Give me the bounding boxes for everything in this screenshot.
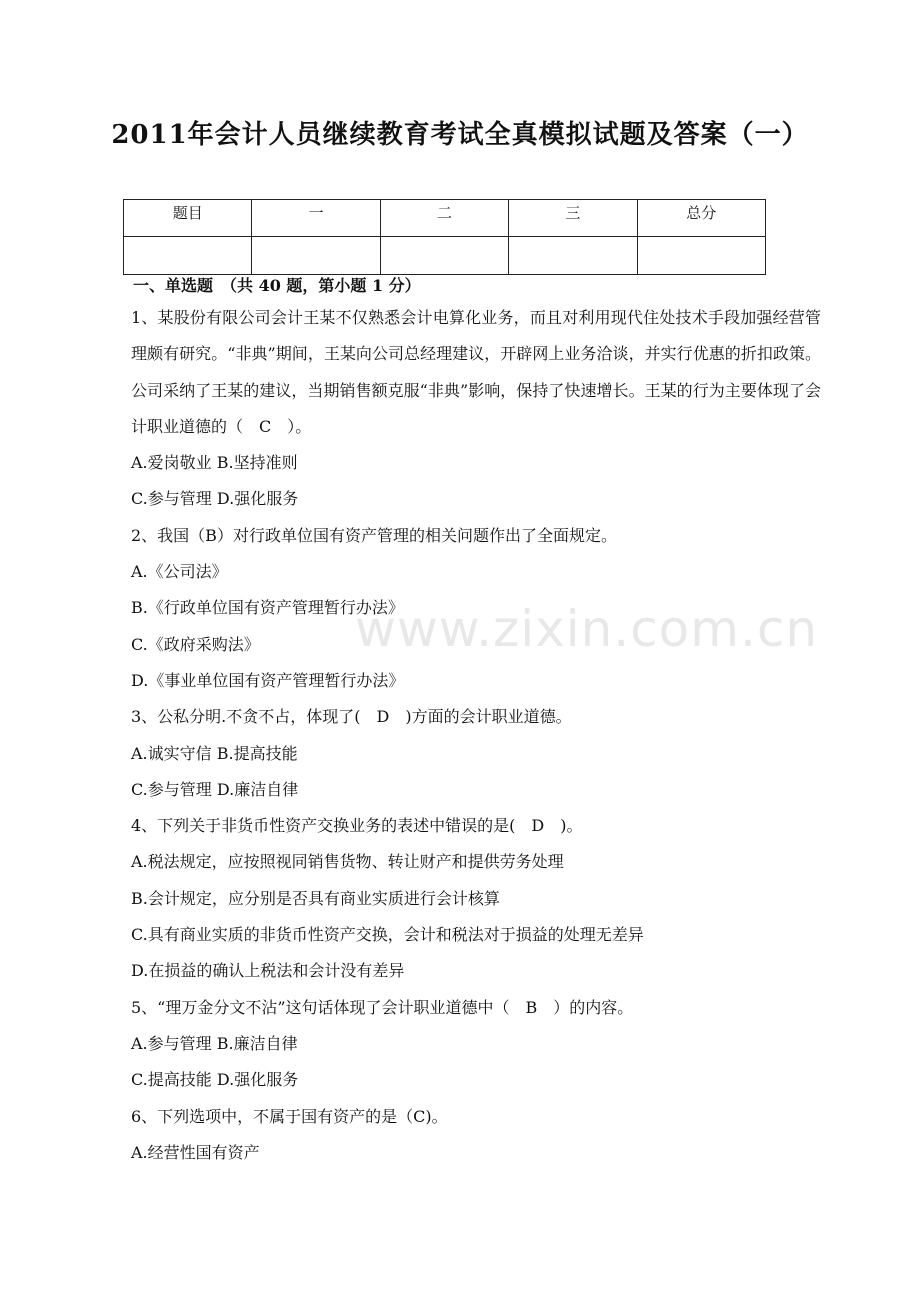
question-text: 6、下列选项中，不属于国有资产的是（C)。 (131, 1106, 448, 1126)
score-table-header-row (124, 200, 766, 237)
question-option: B.会计规定，应分别是否具有商业实质进行会计核算 (131, 888, 500, 908)
question-4 (131, 808, 821, 989)
question-option: C.参与管理 D.廉洁自律 (131, 779, 299, 799)
score-header-cell: 三 (509, 200, 637, 237)
question-1 (131, 300, 821, 518)
question-text: 3、公私分明.不贪不占，体现了( D )方面的会计职业道德。 (131, 707, 572, 727)
score-header-cell: 二 (380, 200, 508, 237)
score-header-cell: 一 (252, 200, 380, 237)
question-6 (131, 1099, 821, 1172)
question-option: A.参与管理 B.廉洁自律 (131, 1033, 298, 1053)
question-text: 1、某股份有限公司会计王某不仅熟悉会计电算化业务，而且对利用现代住处技术手段加强经营管理颇有研究。“非典”期间，王某向公司总经理建议，开辟网上业务洽谈，并实行优惠的折扣政策。公司采纳了王某的建议，当期销售额克服“非典”影响，保持了快速增长。王某的行为主要体现了会计职业道德的（ C ）。 (131, 308, 821, 436)
score-blank-cell (380, 237, 508, 275)
question-2 (131, 518, 821, 699)
question-option: C.参与管理 D.强化服务 (131, 489, 299, 509)
question-text: 5、“理万金分文不沾”这句话体现了会计职业道德中（ B ）的内容。 (131, 997, 634, 1017)
question-option: A.税法规定，应按照视同销售货物、转让财产和提供劳务处理 (131, 852, 564, 872)
score-header-cell: 总分 (637, 200, 765, 237)
question-text: 2、我国（B）对行政单位国有资产管理的相关问题作出了全面规定。 (131, 525, 617, 545)
score-table-blank-row (124, 237, 766, 275)
question-option: B.《行政单位国有资产管理暂行办法》 (131, 598, 404, 618)
score-blank-cell (637, 237, 765, 275)
question-3 (131, 699, 821, 808)
question-option: A.《公司法》 (131, 562, 228, 582)
question-option: D.在损益的确认上税法和会计没有差异 (131, 961, 405, 981)
score-blank-cell (509, 237, 637, 275)
score-header-cell: 题目 (124, 200, 252, 237)
question-option: A.爱岗敬业 B.坚持准则 (131, 453, 298, 473)
question-text: 4、下列关于非货币性资产交换业务的表述中错误的是( D )。 (131, 816, 583, 836)
document-title: 2011年会计人员继续教育考试全真模拟试题及答案（一） (111, 120, 809, 150)
exam-content (131, 272, 821, 1171)
score-blank-cell (252, 237, 380, 275)
question-option: D.《事业单位国有资产管理暂行办法》 (131, 670, 405, 690)
score-table (123, 199, 766, 275)
section-heading: 一、单选题 （共 40 题，第小题 1 分） (133, 276, 421, 295)
question-option: A.经营性国有资产 (131, 1142, 260, 1162)
score-blank-cell (124, 237, 252, 275)
question-5 (131, 990, 821, 1099)
question-option: C.具有商业实质的非货币性资产交换，会计和税法对于损益的处理无差异 (131, 925, 644, 945)
watermark: www.zixin.com.cn (355, 600, 819, 658)
question-option: A.诚实守信 B.提高技能 (131, 743, 298, 763)
question-option: C.提高技能 D.强化服务 (131, 1070, 299, 1090)
question-option: C.《政府采购法》 (131, 634, 260, 654)
